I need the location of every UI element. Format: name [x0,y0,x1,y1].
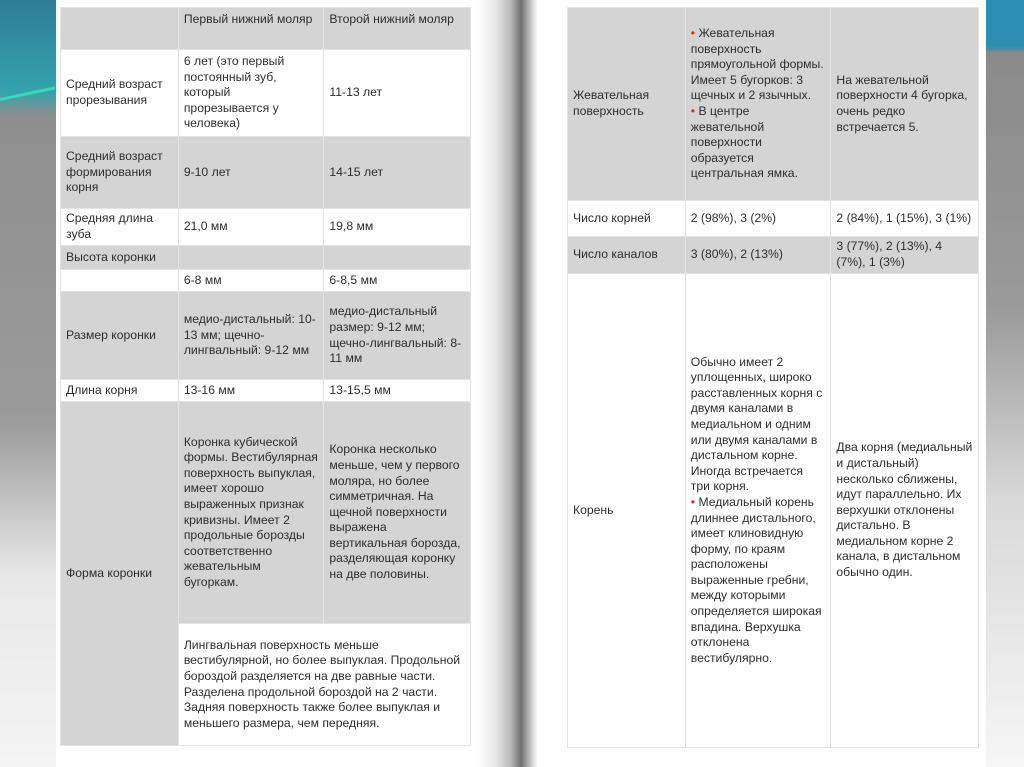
slide-background-right [986,0,1024,767]
second-molar-value: 19,8 мм [324,209,471,246]
first-molar-value: 9-10 лет [178,137,324,209]
table-row-root-count [568,201,979,237]
table-row-crown-height-label [61,246,471,270]
slide-accent-stripe [0,86,55,101]
bullet-item [691,26,826,104]
table-row-root-length [61,380,471,402]
row-label: Длина корня [61,380,179,402]
empty-cell [61,270,179,292]
second-molar-value: 3 (77%), 2 (13%), 4 (7%), 1 (3%) [831,237,979,274]
first-molar-value: 6 лет (это первый постоянный зуб, который прорезывается у человека) [178,50,324,137]
root-description: Обычно имеет 2 уплощенных, широко расставленных корня с двумя каналами в медиальном и одним или двумя каналами в дистальном корне. Иногда встречается три корня. [690,354,823,494]
merged-value: Лингвальная поверхность меньше вестибулярной, но более выпуклая. Продольной бороздой разделяется на две равные части. Разделена продольной бороздой на 2 части. Задняя поверхность также более выпуклая и меньшего размера, чем передняя. [178,624,470,746]
first-molar-value: 3 (80%), 2 (13%) [685,237,831,274]
bullet-icon: • [690,26,696,41]
row-label: Форма коронки [61,402,179,746]
second-molar-value: 14-15 лет [324,137,471,209]
second-molar-value: Коронка несколько меньше, чем у первого моляра, но более симметричная. На щечной поверхности выражена вертикальная борозда, разделяющая коронку на две половины. [324,402,471,624]
row-label: Размер коронки [61,292,179,380]
bullet-item [691,104,826,182]
table-row-canal-count [568,237,979,274]
row-label: Средний возраст формирования корня [61,137,179,209]
table-row-crown-size [61,292,471,380]
slide-background-left [0,0,56,767]
table-row-eruption-age [61,50,471,137]
bullet-text: Жевательная поверхность прямоугольной формы. Имеет 5 бугорков: 3 щечных и 2 язычных. [690,26,824,103]
first-molar-value: Коронка кубической формы. Вестибулярная поверхность выпуклая, имеет хорошо выраженных признак кривизны. Имеет 2 продольные борозды соответственно жевательным бугоркам. [178,402,324,624]
second-molar-value: На жевательной поверхности 4 бугорка, очень редко встречается 5. [831,8,979,201]
table-row-crown-shape [61,402,471,624]
second-molar-value: 2 (84%), 1 (15%), 3 (1%) [831,201,979,237]
first-molar-value: медио-дистальный: 10-13 мм; щечно-лингвальный: 9-12 мм [178,292,324,380]
second-molar-value: Два корня (медиальный и дистальный) несколько сближены, идут параллельно. Их верхушки отклонены дистально. В медиальном корне 2 канала, в дистальном обычно один. [831,274,979,748]
table-row-occlusal-surface [568,8,979,201]
table-row-crown-height [61,270,471,292]
bullet-item [691,495,826,667]
molar-comparison-table-right [567,7,979,748]
table-row-root [568,274,979,748]
empty-cell [324,246,471,270]
bullet-icon: • [690,494,696,509]
book-spine [478,0,538,767]
second-molar-value: 11-13 лет [324,50,471,137]
row-label: Число корней [568,201,686,237]
table-row-tooth-length [61,209,471,246]
row-label: Корень [568,274,686,748]
first-molar-value [685,274,831,748]
bullet-text: В центре жевательной поверхности образуется центральная ямка. [690,104,798,181]
first-molar-value: 13-16 мм [178,380,324,402]
table-row-root-formation-age [61,137,471,209]
header-first-molar: Первый нижний моляр [178,8,324,50]
first-molar-value: 2 (98%), 3 (2%) [685,201,831,237]
row-label: Средний возраст прорезывания [61,50,179,137]
header-second-molar: Второй нижний моляр [324,8,471,50]
empty-cell [178,246,324,270]
header-empty-cell [61,8,179,50]
second-molar-value: 13-15,5 мм [324,380,471,402]
row-label: Число каналов [568,237,686,274]
molar-comparison-table-left [60,7,471,746]
bullet-text: Медиальный корень длиннее дистального, имеет клиновидную форму, по краям расположены выраженные гребни, между которыми определяется широкая впадина. Верхушка отклонена вестибулярно. [690,494,822,665]
row-label: Высота коронки [61,246,179,270]
first-molar-value [685,8,831,201]
table-header-row [61,8,471,50]
bullet-icon: • [690,104,696,118]
first-molar-value: 21,0 мм [178,209,324,246]
second-molar-value: медио-дистальный размер: 9-12 мм; щечно-лингвальный: 8-11 мм [324,292,471,380]
row-label: Средняя длина зуба [61,209,179,246]
first-molar-value: 6-8 мм [178,270,324,292]
second-molar-value: 6-8,5 мм [324,270,471,292]
row-label: Жевательная поверхность [568,8,686,201]
